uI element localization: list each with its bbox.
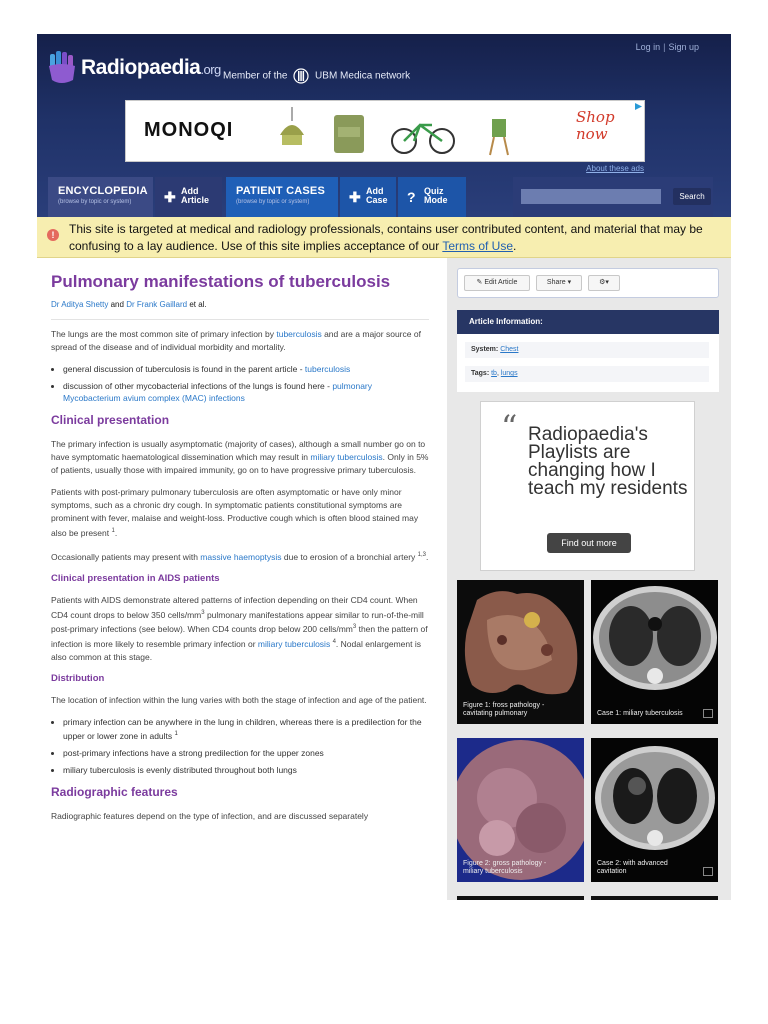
ad-brand: MONOQI <box>144 119 234 141</box>
next-thumbnail[interactable] <box>457 896 584 900</box>
nav-add-article-label: Add Article <box>181 186 210 205</box>
sidebar <box>447 258 731 900</box>
tags-row: Tags: tb, lungs <box>465 366 709 382</box>
tuberculosis-link[interactable]: tuberculosis <box>276 329 322 339</box>
article-toolbar <box>457 268 719 298</box>
logo-text: Radiopaedia <box>81 56 201 79</box>
case-caption: Case 2: with advanced cavitation <box>597 860 668 875</box>
nav-patient-cases-label: PATIENT CASES <box>236 185 325 197</box>
author-link[interactable]: Dr Frank Gaillard <box>126 300 188 309</box>
text: The primary infection is usually asymptomatic (majority of cases), although a small number go on to have symptomatic haematological dissemination which may result in <box>51 439 426 462</box>
paragraph <box>51 594 429 664</box>
text: and are a major source of spread of the disease and of individual morbidity and mortality. <box>51 329 421 352</box>
paragraph: The location of infection within the lung varies with both the stage of infection and age of the patient. <box>51 695 427 706</box>
advertisement-banner[interactable] <box>125 100 645 162</box>
ad-choices-icon[interactable] <box>634 102 643 111</box>
paragraph: Occasionally patients may present with massive haemoptysis due to erosion of a bronchial artery $^{1,3}$. <box>51 551 429 562</box>
terms-of-use-link[interactable]: Terms of Use <box>442 239 514 253</box>
disclaimer-end: . <box>513 239 517 253</box>
ct-scan-image <box>591 580 718 724</box>
login-link[interactable]: Log in <box>635 42 661 52</box>
system-link[interactable]: Chest <box>500 346 519 353</box>
intro-paragraph <box>51 328 429 354</box>
figure-2-thumbnail[interactable] <box>457 738 584 882</box>
text: The lungs are the most common site of primary infection by <box>51 329 277 339</box>
find-out-more-button[interactable]: Find out more <box>547 533 631 553</box>
list-item <box>63 716 429 742</box>
text: discussion of other mycobacterial infections of the lungs is found here - <box>63 381 333 391</box>
nav-encyclopedia-sub: (browse by topic or system) <box>58 199 132 205</box>
promo-text: Radiopaedia's Playlists are changing how I teach my residents <box>528 424 688 499</box>
plus-icon: ✚ <box>349 189 361 205</box>
nav-encyclopedia-label: ENCYCLOPEDIA <box>58 185 148 197</box>
member-label: Member of the <box>223 70 288 82</box>
text: primary infection can be anywhere in the lung in children, whereas there is a predilection for the upper or lower zone in adults <box>63 717 422 741</box>
search-input[interactable] <box>521 189 661 204</box>
text: Patients with AIDS demonstrate altered patterns of infection depending on their CD4 count. When CD4 count drops to below 350 cells/mm <box>51 594 418 620</box>
account-links: Log in | Sign up <box>635 42 699 52</box>
ubm-logo-icon <box>293 68 309 84</box>
reference-sup[interactable]: 1,3 <box>417 551 426 558</box>
article-info-body <box>457 334 719 392</box>
edit-article-button[interactable] <box>464 275 530 291</box>
edit-article-label: Edit Article <box>484 279 518 286</box>
nav-patient-cases[interactable] <box>226 177 338 217</box>
quote-icon: “ <box>501 408 518 446</box>
site-header <box>37 34 731 217</box>
disclaimer-text <box>69 221 719 255</box>
miliary-tuberculosis-link[interactable]: miliary tuberculosis <box>257 639 331 650</box>
nav-encyclopedia[interactable] <box>48 177 153 217</box>
disclaimer-body: This site is targeted at medical and radiology professionals, contains user contributed content, and material that may be confusing to a lay audience. Use of this site implies acceptance of our <box>69 222 703 253</box>
gallery-icon <box>703 709 713 718</box>
search-area <box>513 177 713 217</box>
reference-sup[interactable]: 4 <box>332 639 336 646</box>
plus-icon: ✚ <box>164 189 176 205</box>
share-label: Share <box>546 279 566 286</box>
nav-add-case[interactable] <box>340 177 396 217</box>
tags-label: Tags: <box>471 370 490 377</box>
share-button[interactable] <box>536 275 582 291</box>
superscript: 3 <box>201 609 205 616</box>
settings-menu-button[interactable] <box>588 275 620 291</box>
gallery-icon <box>703 867 713 876</box>
list-item: • miliary tuberculosis is evenly distributed throughout both lungs <box>63 764 429 776</box>
page <box>37 34 731 900</box>
ad-products-image <box>274 107 574 157</box>
logo-hand-icon <box>47 50 77 86</box>
next-thumbnail[interactable] <box>591 896 718 900</box>
list-item <box>63 363 429 375</box>
paragraph <box>51 438 429 477</box>
authors-and: and <box>110 300 124 309</box>
case-2-thumbnail[interactable] <box>591 738 718 882</box>
nav-patient-cases-sub: (browse by topic or system) <box>236 199 310 205</box>
figure-caption: Figure 1: fross pathology - cavitating pulmonary <box>463 702 545 717</box>
miliary-tuberculosis-link[interactable]: miliary tuberculosis <box>310 452 383 462</box>
author-link[interactable]: Dr Aditya Shetty <box>51 300 109 309</box>
text: pulmonary manifestations appear similar to run-of-the-mill post-primary infections (see below). When CD4 counts drop below 200 cells/mm <box>51 609 424 635</box>
section-heading: Clinical presentation <box>51 413 170 427</box>
signup-link[interactable]: Sign up <box>668 42 699 52</box>
tag-link[interactable]: lungs <box>500 370 518 377</box>
case-caption: Case 1: miliary tuberculosis <box>597 710 683 717</box>
tag-link[interactable]: tb <box>491 370 497 377</box>
text: then the pattern of infection is more likely to resemble primary infection or <box>51 624 428 650</box>
intro-list <box>51 363 429 404</box>
paragraph: Patients with post-primary pulmonary tuberculosis are often asymptomatic or have only minor symptoms, such as a chronic dry cough. In symptomatic patients constitutional symptoms are prominent with fever, malaise and weight-loss. Productive cough which is often blood stained may also be present $^1$. <box>51 487 419 538</box>
chevron-down-icon: ▾ <box>567 279 572 286</box>
system-label: System: <box>471 346 499 353</box>
about-ads-link[interactable]: About these ads <box>586 164 644 173</box>
nav-add-case-label: Add Case <box>366 186 388 205</box>
text: . Nodal enlargement is also common at this stage. <box>51 639 421 663</box>
reference-sup[interactable]: 1 <box>174 731 178 738</box>
authors-etal: et al. <box>189 300 207 309</box>
figure-1-thumbnail[interactable] <box>457 580 584 724</box>
text: Occasionally patients may present with <box>51 551 201 562</box>
playlists-promo[interactable] <box>480 401 695 571</box>
list-item <box>63 380 429 404</box>
nav-add-article[interactable] <box>155 177 222 217</box>
pencil-icon: ✎ <box>476 279 483 286</box>
paragraph: Radiographic features depend on the type of infection, and are discussed separately <box>51 810 369 821</box>
search-button[interactable]: Search <box>673 188 711 205</box>
member-text <box>223 68 410 84</box>
text: . Only in 5% of patients, usually those with impaired immunity, go on to have progressive primary tuberculosis. <box>51 452 429 475</box>
question-icon: ? <box>407 189 416 205</box>
network-label: UBM Medica network <box>315 70 411 82</box>
distribution-list <box>51 716 429 776</box>
list-item: • post-primary infections have a strong predilection for the upper zones <box>63 747 429 759</box>
superscript: 3 <box>352 624 357 631</box>
divider <box>51 319 429 320</box>
subsection-heading: Clinical presentation in AIDS patients <box>51 572 220 584</box>
text: Patients with post-primary pulmonary tuberculosis are often asymptomatic or have only minor symptoms, such as a chronic dry cough. In symptomatic patients constitutional symptoms are prominent with fever, malaise and weight-loss. Productive cough which is often blood stained may also be present <box>51 487 419 538</box>
chevron-down-icon: ▾ <box>605 279 609 286</box>
case-1-thumbnail[interactable] <box>591 580 718 724</box>
warning-icon: ! <box>47 229 59 241</box>
article-main <box>37 258 447 900</box>
ad-shop-now: Shop now <box>576 108 615 143</box>
reference-sup[interactable]: 1 <box>111 528 115 534</box>
article-info-header: Article Information: <box>457 310 719 334</box>
page-title: Pulmonary manifestations of tuberculosis <box>51 272 391 291</box>
subsection-heading: Distribution <box>51 673 105 685</box>
figure-caption: Figure 2: gross pathology - miliary tuberculosis <box>463 860 547 875</box>
text: due to erosion of a bronchial artery <box>281 551 418 562</box>
nav-quiz-mode[interactable] <box>398 177 466 217</box>
nav-quiz-mode-label: Quiz Mode <box>424 186 448 205</box>
system-row <box>465 342 709 358</box>
section-heading: Radiographic features <box>51 784 178 799</box>
massive-haemoptysis-link[interactable]: massive haemoptysis <box>200 551 282 562</box>
disclaimer-banner <box>37 217 731 258</box>
authors <box>51 300 429 309</box>
gear-icon: ⚙ <box>599 279 606 286</box>
tuberculosis-link[interactable]: tuberculosis <box>304 364 351 374</box>
mac-infections-link[interactable]: pulmonary Mycobacterium avium complex (MAC) infections <box>63 381 372 403</box>
logo-org: .org <box>200 62 221 77</box>
text: general discussion of tuberculosis is found in the parent article - <box>63 364 305 374</box>
